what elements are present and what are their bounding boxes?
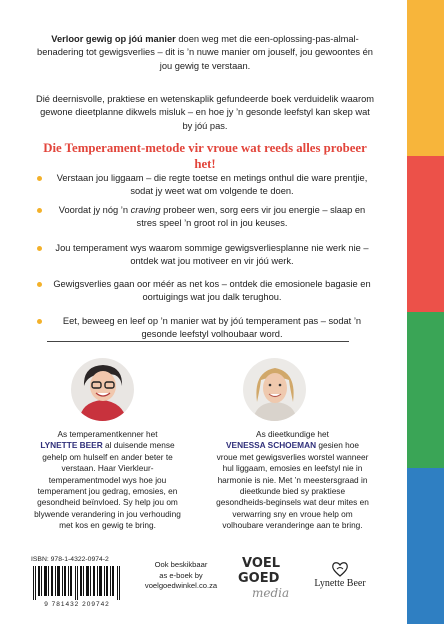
ebook-line: Ook beskikbaar — [154, 560, 208, 569]
list-item — [35, 204, 375, 242]
intro-paragraph-2: Dié deernisvolle, praktiese en wetenskaplik gefundeerde boek verduidelik waarom gewone dieetplanne dikwels misluk – en hoe jy ’n gesonde leefstyl kan skep wat by jóú pas. — [36, 94, 374, 131]
ebook-line: voelgoedwinkel.co.za — [144, 581, 218, 590]
publisher-logo — [238, 556, 298, 602]
author-name: LYNETTE BEER — [40, 440, 103, 451]
bullet-text: Jou temperament wys waarom sommige gewigsverliesplanne nie werk nie – ontdek wat jou motiveer en vir jóú werk. — [55, 243, 369, 267]
barcode-number: 9 781432 209742 — [44, 601, 110, 608]
bullet-text: Gewigsverlies gaan oor méér as net kos – ontdek die emosionele bagasie en oortuigings wat jou dalk terughou. — [53, 279, 371, 303]
author-name: VENESSA SCHOEMAN — [226, 440, 317, 451]
bullet-dot-icon — [37, 282, 42, 287]
bullet-dot-icon — [37, 176, 42, 181]
color-stripes — [407, 0, 444, 624]
headline: Die Temperament-metode vir vroue wat reeds alles probeer het! — [43, 141, 367, 171]
blue-stripe — [407, 468, 444, 624]
publisher-word: media — [252, 586, 290, 600]
yellow-stripe — [407, 0, 444, 156]
intro-paragraph — [35, 33, 375, 73]
author-logo — [305, 560, 375, 596]
author-bio-lynette — [30, 429, 185, 532]
barcode-block — [31, 556, 123, 612]
bio-text: gesien hoe vroue met gewigsverlies worstel wanneer hul liggaam, emosies en leefstyl nie in harmonie is nie. Met ’n meestersgraad in dieetkunde bied sy praktiese gesondheids-beginsels wat deur mites en verwarring sny en vroue help om volhoubare veranderinge aan te bring. — [216, 440, 369, 531]
isbn: ISBN: 978-1-4322-0974-2 — [31, 556, 109, 563]
bullet-text: Voordat jy nóg ’n craving probeer wen, sorg eers vir jou energie – slaap en stres speel ’n groot rol in jou keuses. — [58, 205, 366, 229]
bullet-text: Verstaan jou liggaam – die regte toetse en metings onthul die ware prentjie, sodat jy weet wat om volgende te doen. — [56, 173, 368, 197]
bullet-dot-icon — [37, 319, 42, 324]
intro-rest: doen weg met die een-oplossing-pas-almal-benadering tot gewigsverlies – dit is ’n nuwe manier om jouself, jou gewoontes én jou gewig te verstaan. — [37, 34, 373, 71]
bullet-dot-icon — [37, 208, 42, 213]
red-stripe — [407, 156, 444, 312]
publisher-word: GOED — [238, 571, 280, 586]
bio-lead: As dieetkundige het — [256, 429, 329, 439]
intro-bold: Verloor gewig op jóú manier — [51, 34, 176, 44]
bio-text: al duisende mense gehelp om hulself en ander beter te verstaan. Haar Vierkleur-temperamentmodel wys hoe jou temperament jou gedrag, emosies, en gesondheid beïnvloed. Sy help jou om blywende verandering in jou verhouding met kos en gewig te bring. — [34, 440, 181, 531]
author-photo-venessa — [243, 358, 306, 421]
divider — [47, 341, 349, 342]
author-photo-lynette — [71, 358, 134, 421]
bullet-text: Eet, beweeg en leef op ’n manier wat by jóú temperament pas – sodat ’n gesonde leefstyl volhoubaar word. — [62, 316, 362, 340]
green-stripe — [407, 312, 444, 468]
bullet-dot-icon — [37, 246, 42, 251]
list-item — [35, 172, 375, 204]
bio-lead: As temperamentkenner het — [57, 429, 158, 439]
author-bio-venessa — [215, 429, 370, 532]
publisher-word: VOEL — [242, 556, 281, 571]
list-item — [35, 242, 375, 278]
author-logo-text: Lynette Beer — [314, 578, 366, 589]
ebook-note — [136, 560, 226, 592]
ebook-line: as e-boek by — [159, 570, 203, 580]
barcode-icon — [31, 566, 123, 600]
heart-icon — [331, 560, 349, 578]
bullet-list — [35, 172, 375, 345]
list-item — [35, 278, 375, 315]
